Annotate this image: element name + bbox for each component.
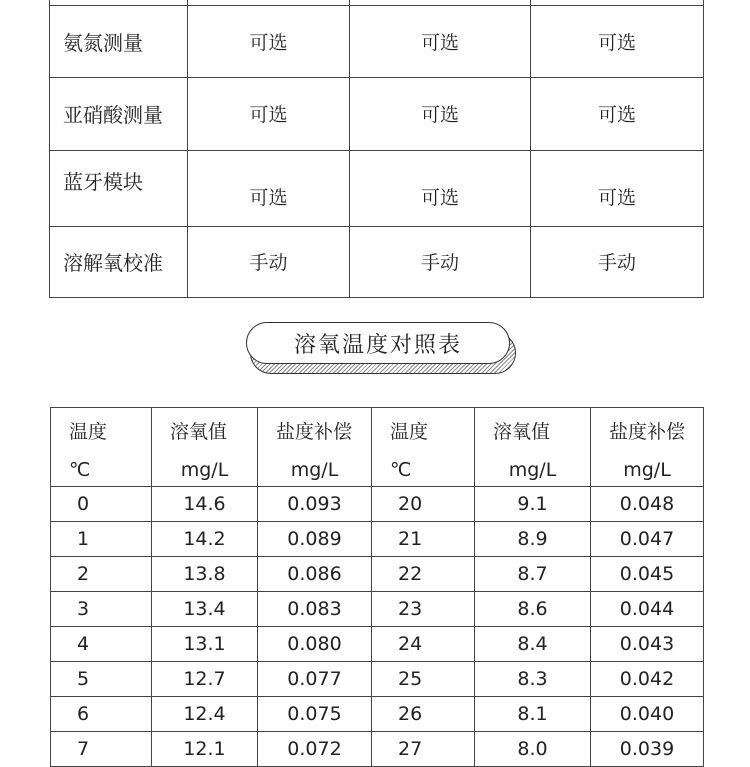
feature-value: 可选 bbox=[420, 186, 459, 209]
feature-label: 亚硝酸测量 bbox=[50, 77, 188, 150]
title-pill: 溶氧温度对照表 bbox=[246, 322, 510, 364]
oxygen-value-cell: 8.6 bbox=[475, 592, 591, 627]
column-header: 溶氧值 bbox=[475, 408, 591, 454]
oxygen-value-cell: 8.4 bbox=[475, 627, 591, 662]
table-row bbox=[50, 77, 704, 150]
salinity-comp-cell: 0.093 bbox=[258, 487, 372, 522]
column-unit: mg/L bbox=[591, 453, 704, 487]
column-header: 溶氧值 bbox=[152, 408, 258, 454]
table-row bbox=[51, 732, 704, 767]
temperature-cell: 21 bbox=[372, 522, 475, 557]
column-header: 盐度补偿 bbox=[591, 408, 704, 454]
salinity-comp-cell: 0.072 bbox=[258, 732, 372, 767]
table-row bbox=[50, 226, 704, 298]
feature-value: 可选 bbox=[350, 6, 531, 77]
oxygen-temperature-table bbox=[50, 407, 704, 767]
oxygen-value-cell: 8.7 bbox=[475, 557, 591, 592]
feature-value: 手动 bbox=[350, 226, 531, 298]
oxygen-value-cell: 14.2 bbox=[152, 522, 258, 557]
temperature-cell: 0 bbox=[51, 487, 152, 522]
salinity-comp-cell: 0.080 bbox=[258, 627, 372, 662]
temperature-cell: 20 bbox=[372, 487, 475, 522]
column-header: 温度 bbox=[51, 408, 152, 454]
column-header: 盐度补偿 bbox=[258, 408, 372, 454]
salinity-comp-cell: 0.040 bbox=[591, 697, 704, 732]
feature-value: 可选 bbox=[188, 77, 350, 150]
table-row bbox=[51, 522, 704, 557]
salinity-comp-cell: 0.089 bbox=[258, 522, 372, 557]
temperature-cell: 1 bbox=[51, 522, 152, 557]
salinity-comp-cell: 0.045 bbox=[591, 557, 704, 592]
feature-value: 手动 bbox=[531, 226, 704, 298]
salinity-comp-cell: 0.083 bbox=[258, 592, 372, 627]
salinity-comp-cell: 0.075 bbox=[258, 697, 372, 732]
temperature-cell: 4 bbox=[51, 627, 152, 662]
unit-row bbox=[51, 453, 704, 487]
temperature-cell: 26 bbox=[372, 697, 475, 732]
oxygen-value-cell: 8.3 bbox=[475, 662, 591, 697]
column-unit: mg/L bbox=[152, 453, 258, 487]
table-row bbox=[51, 487, 704, 522]
oxygen-value-cell: 12.7 bbox=[152, 662, 258, 697]
feature-value: 可选 bbox=[531, 6, 704, 77]
oxygen-value-cell: 8.1 bbox=[475, 697, 591, 732]
oxygen-value-cell: 13.1 bbox=[152, 627, 258, 662]
feature-value: 可选 bbox=[188, 6, 350, 77]
column-header: 温度 bbox=[372, 408, 475, 454]
feature-label: 氨氮测量 bbox=[50, 6, 188, 77]
column-unit: mg/L bbox=[475, 453, 591, 487]
temperature-cell: 7 bbox=[51, 732, 152, 767]
oxygen-value-cell: 8.0 bbox=[475, 732, 591, 767]
table-row bbox=[50, 6, 704, 77]
feature-value: 手动 bbox=[188, 226, 350, 298]
temperature-cell: 5 bbox=[51, 662, 152, 697]
feature-value: 可选 bbox=[350, 77, 531, 150]
feature-table bbox=[49, 0, 704, 298]
table-row bbox=[51, 697, 704, 732]
salinity-comp-cell: 0.048 bbox=[591, 487, 704, 522]
feature-label: 蓝牙模块 bbox=[63, 169, 143, 194]
temperature-cell: 6 bbox=[51, 697, 152, 732]
oxygen-value-cell: 12.1 bbox=[152, 732, 258, 767]
temperature-cell: 2 bbox=[51, 557, 152, 592]
table-row bbox=[51, 662, 704, 697]
temperature-cell: 22 bbox=[372, 557, 475, 592]
salinity-comp-cell: 0.042 bbox=[591, 662, 704, 697]
salinity-comp-cell: 0.043 bbox=[591, 627, 704, 662]
oxygen-value-cell: 8.9 bbox=[475, 522, 591, 557]
header-row bbox=[51, 408, 704, 454]
salinity-comp-cell: 0.086 bbox=[258, 557, 372, 592]
feature-value: 可选 bbox=[249, 186, 288, 209]
oxygen-value-cell: 13.8 bbox=[152, 557, 258, 592]
oxygen-value-cell: 9.1 bbox=[475, 487, 591, 522]
feature-value: 可选 bbox=[597, 186, 636, 209]
table-row bbox=[50, 151, 704, 227]
column-unit: ℃ bbox=[51, 453, 152, 487]
table-row bbox=[51, 627, 704, 662]
salinity-comp-cell: 0.077 bbox=[258, 662, 372, 697]
salinity-comp-cell: 0.044 bbox=[591, 592, 704, 627]
salinity-comp-cell: 0.039 bbox=[591, 732, 704, 767]
temperature-cell: 25 bbox=[372, 662, 475, 697]
table-row bbox=[51, 592, 704, 627]
section-title bbox=[246, 322, 516, 374]
oxygen-value-cell: 14.6 bbox=[152, 487, 258, 522]
oxygen-value-cell: 12.4 bbox=[152, 697, 258, 732]
temperature-cell: 27 bbox=[372, 732, 475, 767]
column-unit: ℃ bbox=[372, 453, 475, 487]
feature-label: 溶解氧校准 bbox=[50, 226, 188, 298]
oxygen-value-cell: 13.4 bbox=[152, 592, 258, 627]
table-row bbox=[51, 557, 704, 592]
feature-value: 可选 bbox=[531, 77, 704, 150]
temperature-cell: 24 bbox=[372, 627, 475, 662]
temperature-cell: 3 bbox=[51, 592, 152, 627]
salinity-comp-cell: 0.047 bbox=[591, 522, 704, 557]
column-unit: mg/L bbox=[258, 453, 372, 487]
temperature-cell: 23 bbox=[372, 592, 475, 627]
